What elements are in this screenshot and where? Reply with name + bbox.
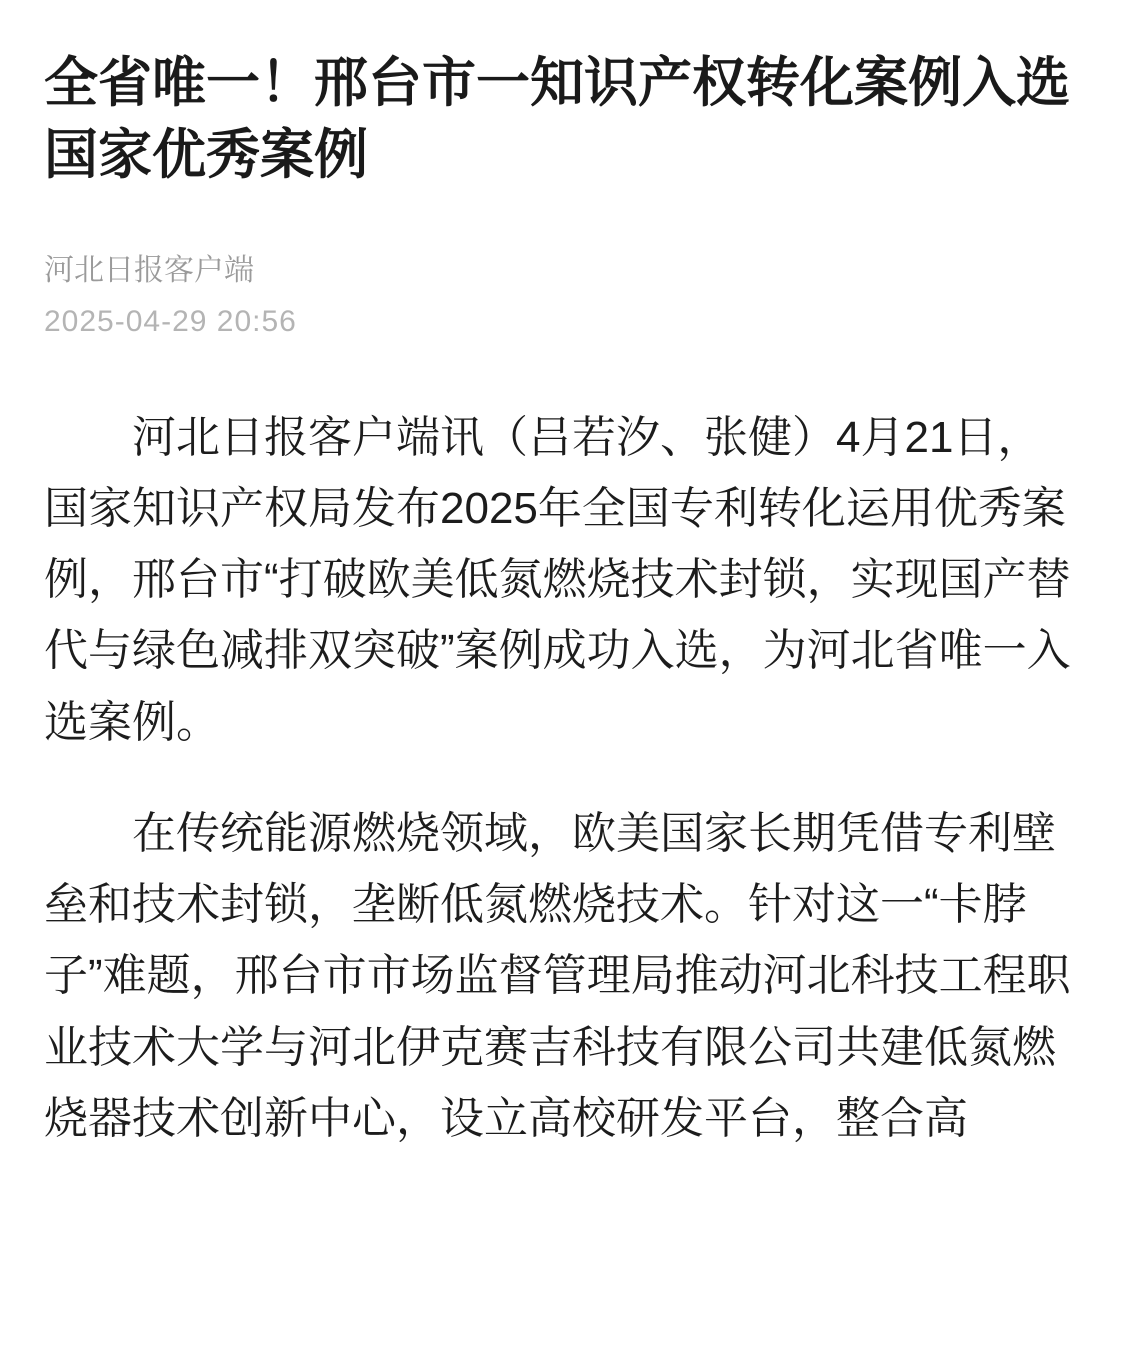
article-paragraph: 在传统能源燃烧领域，欧美国家长期凭借专利壁垒和技术封锁，垄断低氮燃烧技术。针对这一“卡脖子”难题，邢台市市场监督管理局推动河北科技工程职业技术大学与河北伊克赛吉科技有限公司共建低氮燃烧器技术创新中心，设立高校研发平台，整合高 bbox=[44, 808, 1071, 1144]
page-title: 全省唯一！邢台市一知识产权转化案例入选国家优秀案例 bbox=[44, 53, 1070, 185]
article-meta bbox=[44, 248, 1078, 344]
article-paragraph: 河北日报客户端讯（吕若汐、张健）4月21日，国家知识产权局发布2025年全国专利转化运用优秀案例，邢台市“打破欧美低氮燃烧技术封锁，实现国产替代与绿色减排双突破”案例成功入选，为河北省唯一入选案例。 bbox=[44, 412, 1071, 747]
article-body bbox=[44, 402, 1078, 1155]
article-timestamp: 2025-04-29 20:56 bbox=[44, 304, 297, 338]
article-source: 河北日报客户端 bbox=[44, 253, 254, 287]
